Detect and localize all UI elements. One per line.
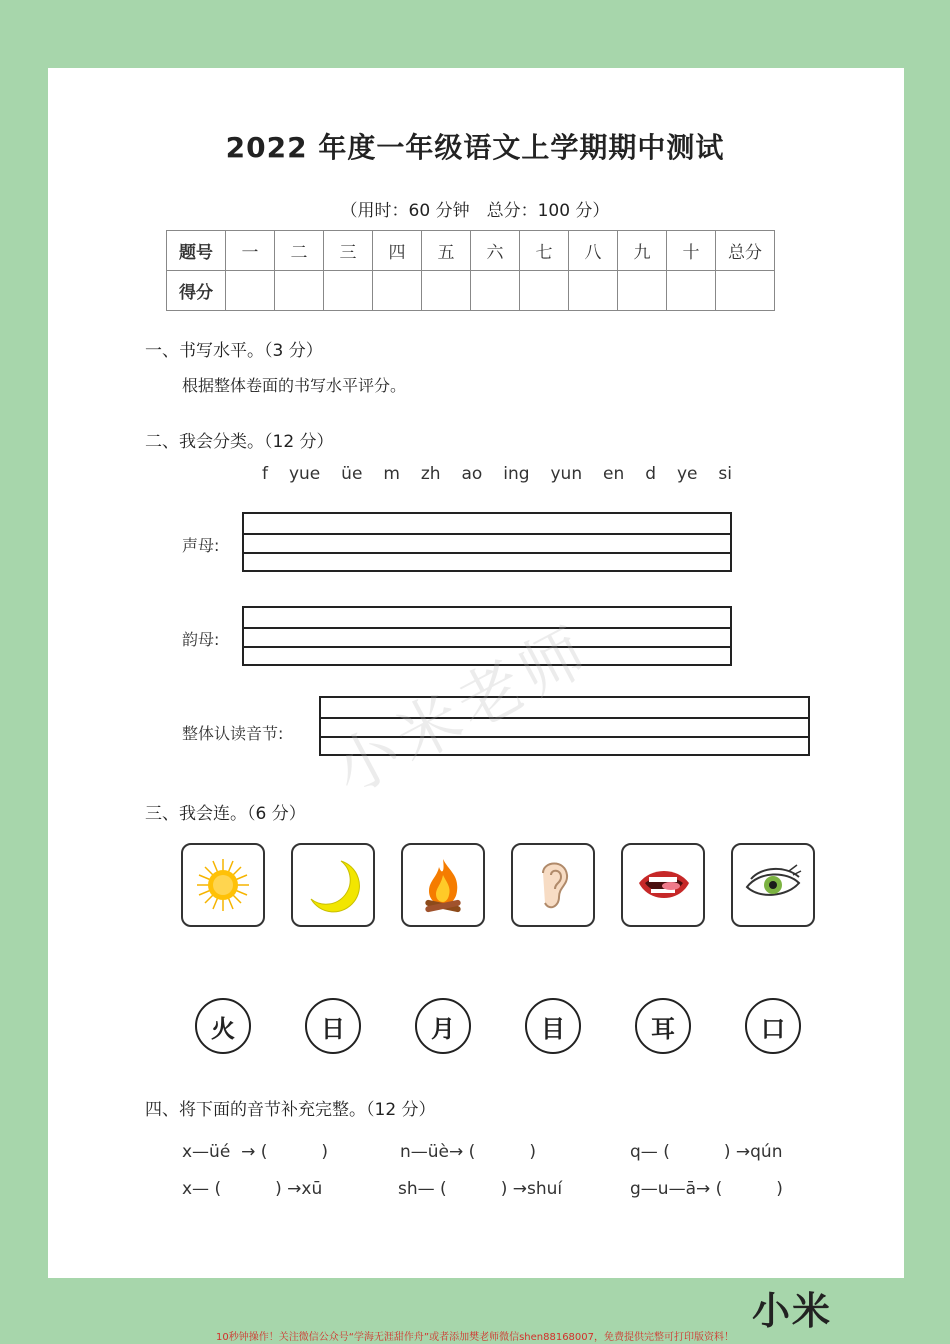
score-cell[interactable] [275,271,324,311]
syllable-blank[interactable]: q— ( ) →qún [630,1142,783,1162]
character-circle[interactable]: 目 [525,998,581,1054]
score-cell[interactable] [324,271,373,311]
character-circle[interactable]: 耳 [635,998,691,1054]
score-cell[interactable] [422,271,471,311]
syllable-blank[interactable]: g—u—ā→ ( ) [630,1179,783,1199]
pinyin-item: ye [676,464,698,484]
score-table-row-label: 题号 [167,231,226,271]
section1-text: 根据整体卷面的书写水平评分。 [182,376,407,395]
section1-heading: 一、书写水平。（3 分） [145,341,323,361]
score-table-col: 二 [275,231,324,271]
score-cell[interactable] [569,271,618,311]
syllable-blank[interactable]: x—üé → ( ) [182,1142,329,1162]
page-title: 2022 年度一年级语文上学期期中测试 [225,131,725,164]
shengmu-label: 声母: [182,536,220,555]
pinyin-item: zh [420,464,441,484]
score-table-col: 三 [324,231,373,271]
picture-card-eye[interactable] [731,843,815,927]
score-table-col: 六 [471,231,520,271]
watermark: 小米老师 [321,612,604,810]
score-table-col: 十 [667,231,716,271]
shengmu-writing-box[interactable] [242,512,732,572]
pinyin-item: f [262,464,268,484]
moon-icon [301,853,365,917]
pinyin-item: m [383,464,400,484]
pinyin-item: si [718,464,732,484]
picture-card-ear[interactable] [511,843,595,927]
score-table-col-total: 总分 [716,231,775,271]
character-circle[interactable]: 口 [745,998,801,1054]
score-table-col: 一 [226,231,275,271]
picture-card-moon[interactable] [291,843,375,927]
score-table-col: 八 [569,231,618,271]
section3-heading: 三、我会连。（6 分） [145,804,306,824]
score-cell[interactable] [618,271,667,311]
syllable-blank[interactable]: sh— ( ) →shuí [398,1179,563,1199]
exam-subtitle: （用时：60 分钟 总分：100 分） [340,201,610,221]
section4-heading: 四、将下面的音节补充完整。（12 分） [145,1100,436,1120]
pinyin-item: yue [288,464,321,484]
score-table-score-row [167,271,775,311]
score-table-row-label: 得分 [167,271,226,311]
pinyin-item: yun [550,464,583,484]
picture-card-fire[interactable] [401,843,485,927]
pinyin-item: ao [461,464,483,484]
ear-icon [521,853,585,917]
footer-notice: 10秒钟操作！关注微信公众号“学海无涯甜作舟”或者添加樊老师微信shen88168007，免费提供完整可打印版资料！ [215,1332,735,1343]
pinyin-item: ing [503,464,530,484]
score-table-header-row [167,231,775,271]
yunmu-label: 韵母: [182,630,220,649]
score-table [166,230,775,311]
pinyin-list [262,464,732,484]
picture-card-sun[interactable] [181,843,265,927]
score-table-col: 五 [422,231,471,271]
picture-card-mouth[interactable] [621,843,705,927]
score-cell[interactable] [226,271,275,311]
pinyin-item: üe [341,464,363,484]
sun-icon [191,853,255,917]
score-cell[interactable] [373,271,422,311]
score-cell[interactable] [471,271,520,311]
score-cell[interactable] [667,271,716,311]
zhengti-label: 整体认读音节: [182,724,284,743]
syllable-blank[interactable]: n—üè→ ( ) [400,1142,536,1162]
character-circle[interactable]: 日 [305,998,361,1054]
pinyin-item: en [603,464,625,484]
score-table-col: 九 [618,231,667,271]
fire-icon [411,853,475,917]
pinyin-item: d [645,464,656,484]
score-cell[interactable] [520,271,569,311]
score-table-col: 四 [373,231,422,271]
brand-logo: 小米 [752,1288,833,1333]
syllable-blank[interactable]: x— ( ) →xū [182,1179,323,1199]
score-table-col: 七 [520,231,569,271]
eye-icon [741,853,805,917]
character-circle[interactable]: 火 [195,998,251,1054]
mouth-icon [631,853,695,917]
score-cell-total[interactable] [716,271,775,311]
section2-heading: 二、我会分类。（12 分） [145,432,334,452]
character-circle[interactable]: 月 [415,998,471,1054]
